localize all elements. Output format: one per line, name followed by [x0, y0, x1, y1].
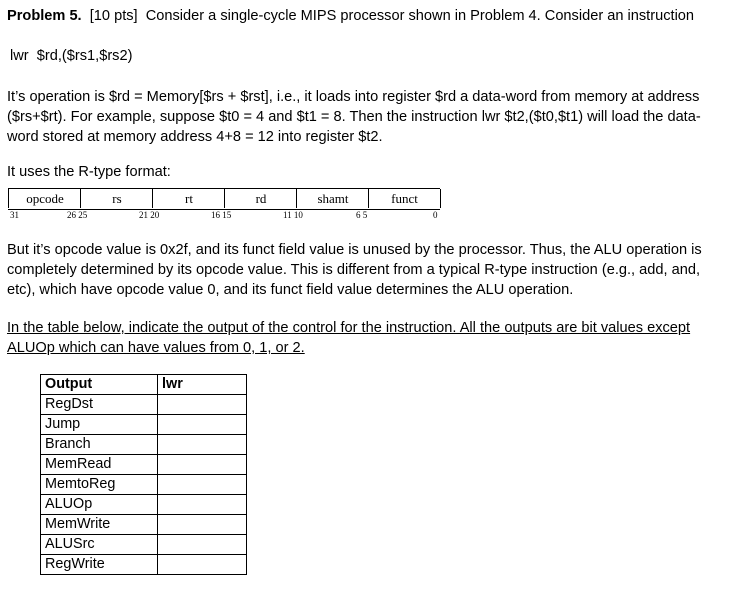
instruction-line: In the table below, indicate the output of the control for the instruction. All the outputs are bit values except	[7, 320, 691, 336]
opcode-line: completely determined by its opcode value. This is different from a typical R-type instruction (e.g., add, and,	[7, 262, 701, 278]
table-row	[41, 395, 247, 415]
table-header-row	[41, 375, 247, 395]
rtype-format-diagram	[8, 188, 440, 224]
output-label: RegWrite	[41, 555, 158, 575]
field-rd: rd	[224, 189, 297, 208]
description-line: It’s operation is $rd = Memory[$rs + $rst], i.e., it loads into register $rd a data-word from memory at address	[7, 89, 700, 105]
bit-label: 11 10	[283, 210, 303, 220]
answer-cell[interactable]	[158, 495, 247, 515]
output-label: Branch	[41, 435, 158, 455]
field-opcode: opcode	[8, 189, 81, 208]
answer-cell[interactable]	[158, 455, 247, 475]
answer-cell[interactable]	[158, 535, 247, 555]
instruction-line: ALUOp which can have values from 0, 1, or 2.	[7, 340, 305, 356]
bit-label: 26 25	[67, 210, 88, 220]
answer-cell[interactable]	[158, 435, 247, 455]
header-output: Output	[41, 375, 158, 395]
instruction-syntax: lwr $rd,($rs1,$rs2)	[10, 48, 133, 64]
table-instructions	[7, 318, 737, 358]
table-row	[41, 495, 247, 515]
field-funct: funct	[368, 189, 441, 208]
output-label: ALUSrc	[41, 535, 158, 555]
header-lwr: lwr	[158, 375, 247, 395]
output-label: MemtoReg	[41, 475, 158, 495]
field-rs: rs	[80, 189, 153, 208]
output-label: ALUOp	[41, 495, 158, 515]
bit-label: 21 20	[139, 210, 160, 220]
table-row	[41, 555, 247, 575]
format-intro: It uses the R-type format:	[7, 164, 171, 180]
output-label: Jump	[41, 415, 158, 435]
bit-label: 16 15	[211, 210, 232, 220]
control-table	[40, 374, 247, 575]
field-rt: rt	[152, 189, 225, 208]
table-row	[41, 415, 247, 435]
table-row	[41, 515, 247, 535]
table-row	[41, 475, 247, 495]
answer-cell[interactable]	[158, 555, 247, 575]
answer-cell[interactable]	[158, 515, 247, 535]
output-label: MemRead	[41, 455, 158, 475]
bit-label: 6 5	[356, 210, 368, 220]
output-label: MemWrite	[41, 515, 158, 535]
answer-cell[interactable]	[158, 415, 247, 435]
problem-title: Problem 5.	[7, 8, 82, 24]
opcode-line: But it’s opcode value is 0x2f, and its funct field value is unused by the processor. Thus, the ALU operation is	[7, 242, 702, 258]
problem-points: [10 pts]	[89, 8, 138, 24]
answer-cell[interactable]	[158, 395, 247, 415]
opcode-line: etc), which have opcode value 0, and its funct field value determines the ALU operation.	[7, 282, 574, 298]
opcode-paragraph	[7, 240, 737, 300]
output-label: RegDst	[41, 395, 158, 415]
problem-header	[7, 8, 694, 24]
field-shamt: shamt	[296, 189, 369, 208]
table-row	[41, 535, 247, 555]
description-line: word stored at memory address 4+8 = 12 into register $t2.	[7, 129, 383, 145]
description-line: ($rs+$rt). For example, suppose $t0 = 4 and $t1 = 8. Then the instruction lwr $t2,($t0,$t1) will load the data-	[7, 109, 701, 125]
bit-label: 31	[10, 210, 19, 220]
answer-cell[interactable]	[158, 475, 247, 495]
description-paragraph	[7, 87, 737, 147]
table-row	[41, 435, 247, 455]
table-row	[41, 455, 247, 475]
problem-intro: Consider a single-cycle MIPS processor shown in Problem 4. Consider an instruction	[145, 8, 695, 24]
bit-label: 0	[433, 210, 438, 220]
